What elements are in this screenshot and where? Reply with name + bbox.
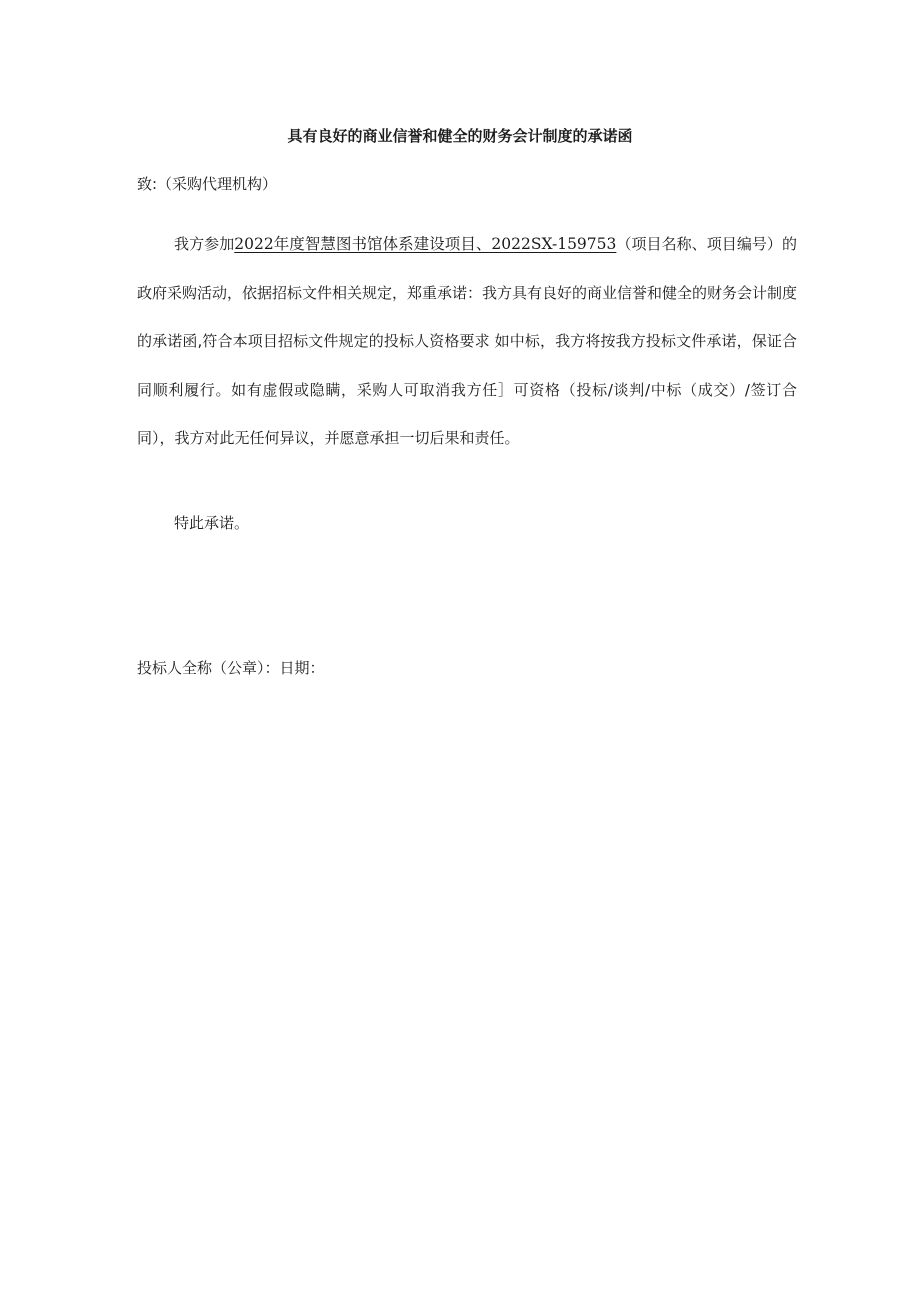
closing-statement: 特此承诺。 bbox=[174, 514, 250, 532]
commitment-paragraph bbox=[137, 220, 797, 463]
salutation-line: 致:（采购代理机构） bbox=[137, 175, 278, 193]
document-title: 具有良好的商业信誉和健全的财务会计制度的承诺函 bbox=[287, 127, 633, 145]
paragraph-rest: （项目名称、项目编号）的政府采购活动，依据招标文件相关规定，郑重承诺：我方具有良好的商业信誉和健全的财务会计制度的承诺函,符合本项目招标文件规定的投标人资格要求 如中标，我方将按我方投标文件承诺，保证合同顺利履行。如有虚假或隐瞒，采购人可取消我方任］可资格（投标/谈判/中标（成交）/签订合同），我方对此无任何异议，并愿意承担一切后果和责任。 bbox=[137, 235, 798, 447]
paragraph-intro: 我方参加 bbox=[174, 235, 235, 253]
project-name-number: 2022年度智慧图书馆体系建设项目、2022SX-159753 bbox=[234, 235, 617, 253]
signature-line: 投标人全称（公章）：日期： bbox=[137, 659, 325, 677]
